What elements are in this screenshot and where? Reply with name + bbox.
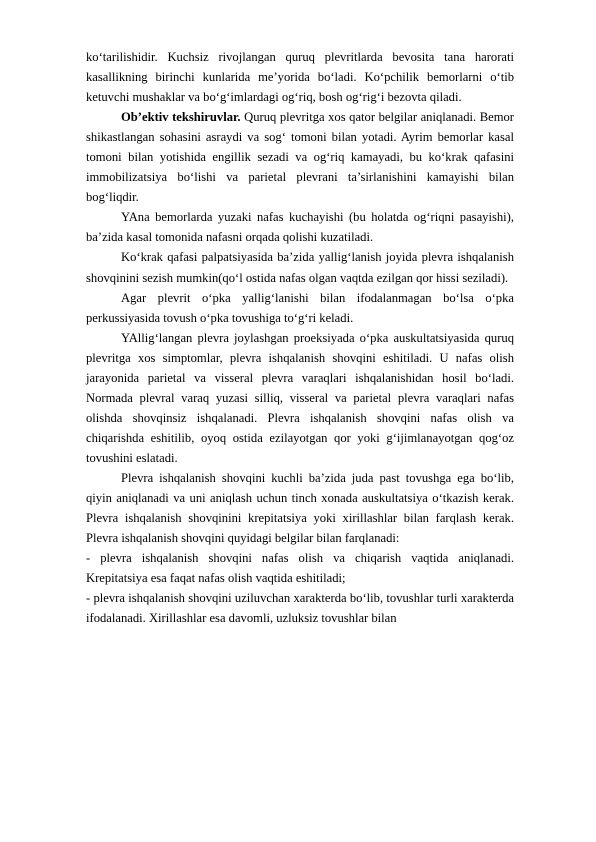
paragraph-text: ko‘tarilishidir. Kuchsiz rivojlangan quruq plevritlarda bevosita tana harorati kasallikning birinchi kunlarida me’yorida bo‘ladi. Ko‘pchilik bemorlarni o‘tib ketuvchi mushaklar va bo‘g‘imlardagi og‘riq, bosh og‘rig‘i bezovta qiladi. — [86, 50, 514, 105]
paragraph-text: Ko‘krak qafasi palpatsiyasida ba’zida yallig‘lanish joyida plevra ishqalanish shovqinini sezish mumkin(qo‘l ostida nafas olgan vaqtda ezilgan qor hissi seziladi). — [86, 250, 514, 285]
paragraph-3 — [86, 207, 514, 247]
section-heading: Ob’ektiv tekshiruvlar. — [121, 110, 241, 125]
paragraph-1 — [86, 47, 514, 107]
paragraph-text: YAllig‘langan plevra joylashgan proeksiyada o‘pka auskultatsiyasida quruq plevritga xos simptomlar, plevra ishqalanish shovqini eshitiladi. U nafas olish jarayonida parietal va visseral plevra varaqlari ishqalanishidan hosil bo‘ladi. Normada plevral varaq yuzasi silliq, visseral va parietal plevra varaqlari nafas olishda shovqinsiz ishqalanadi. Plevra ishqalanish shovqini nafas olish va chiqarishda eshitilib, oyoq ostida ezilayotgan qor yoki g‘ijimlanayotgan qog‘oz tovushini eslatadi. — [86, 330, 514, 465]
paragraph-6 — [86, 328, 514, 468]
paragraph-text: YAna bemorlarda yuzaki nafas kuchayishi (bu holatda og‘riqni pasayishi), ba’zida kasal tomonida nafasni orqada qolishi kuzatiladi. — [86, 210, 514, 245]
paragraph-2 — [86, 107, 514, 207]
paragraph-4 — [86, 247, 514, 287]
paragraph-5 — [86, 288, 514, 328]
paragraph-text: - plevra ishqalanish shovqini nafas olish va chiqarish vaqtida aniqlanadi. Krepitatsiya esa faqat nafas olish vaqtida eshitiladi; — [86, 551, 514, 586]
paragraph-text: Plevra ishqalanish shovqini kuchli ba’zida juda past tovushga ega bo‘lib, qiyin aniqlanadi va uni aniqlash uchun tinch xonada auskultatsiya o‘tkazish kerak. Plevra ishqalanish shovqinini krepitatsiya yoki xirillashlar bilan farqlash kerak. Plevra ishqalanish shovqini quyidagi belgilar bilan farqlanadi: — [86, 470, 514, 546]
list-item-2 — [86, 588, 514, 628]
paragraph-text: Quruq plevritga xos qator belgilar aniqlanadi. Bemor shikastlangan sohasini asraydi va sog‘ tomoni bilan yotadi. Ayrim bemorlar kasal tomoni bilan yotishida engillik sezadi va og‘riq kamayadi, bu ko‘krak qafasini immobilizatsiya bo‘lishi va parietal plevrani ta’sirlanishini kamayishi bilan bog‘liqdir. — [86, 110, 514, 205]
document-page — [86, 47, 514, 628]
list-item-1 — [86, 548, 514, 588]
paragraph-7 — [86, 468, 514, 548]
paragraph-text: Agar plevrit o‘pka yallig‘lanishi bilan ifodalanmagan bo‘lsa o‘pka perkussiyasida tovush o‘pka tovushiga to‘g‘ri keladi. — [86, 290, 514, 325]
paragraph-text: - plevra ishqalanish shovqini uziluvchan xarakterda bo‘lib, tovushlar turli xarakterda ifodalanadi. Xirillashlar esa davomli, uzluksiz tovushlar bilan — [86, 591, 514, 626]
